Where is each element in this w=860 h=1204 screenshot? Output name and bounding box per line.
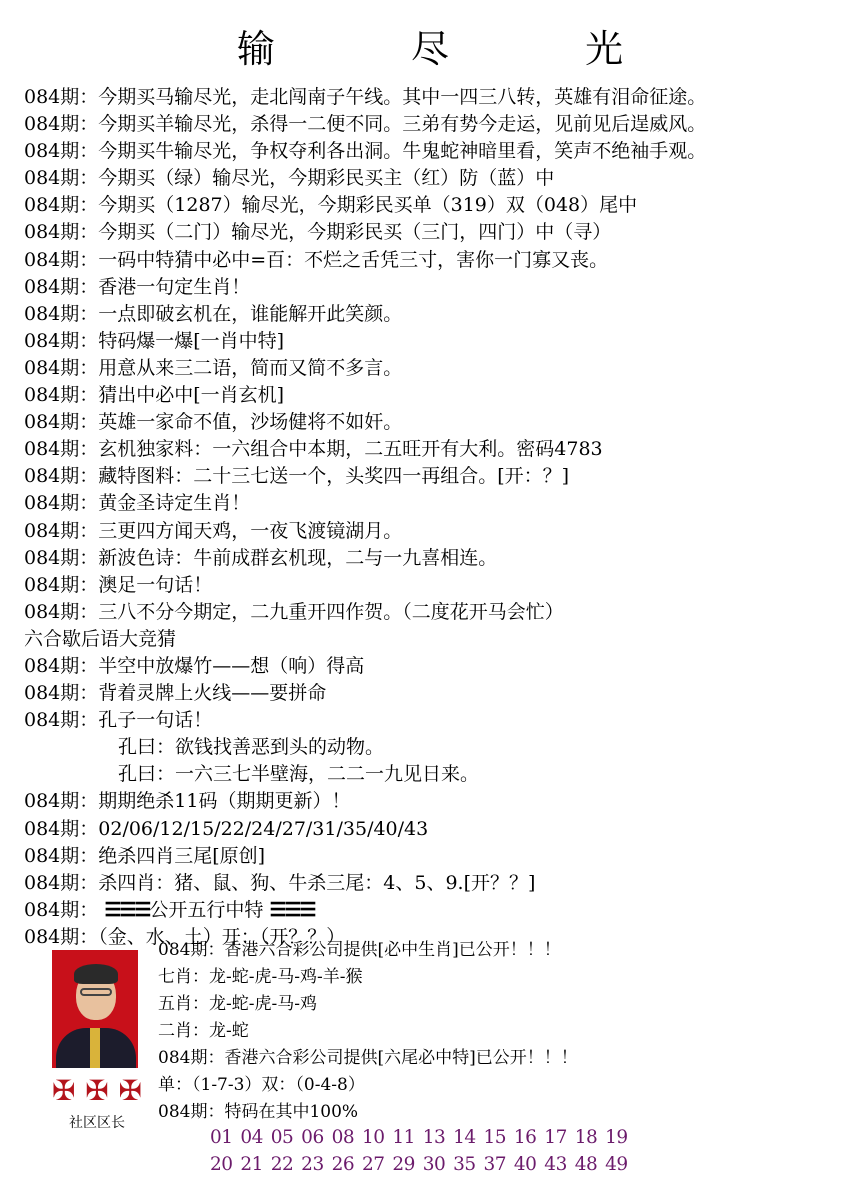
bars-left-icon: ☰☰☰ [104, 898, 150, 921]
confucius-quote-2: 孔曰：一六三七半壁海，二二一九见日来。 [118, 763, 480, 786]
number-cell: 05 [270, 1127, 294, 1148]
announce-line-4: 二肖：龙-蛇 [158, 1021, 249, 1041]
line-16: 084期：黄金圣诗定生肖！ [24, 492, 251, 515]
number-cell: 06 [301, 1127, 324, 1148]
profile-block [52, 950, 142, 1132]
section-heading: 六合歇后语大竞猜 [24, 627, 177, 650]
number-cell: 18 [574, 1127, 598, 1148]
line-17: 084期：三更四方闻天鸡，一夜飞渡镜湖月。 [24, 519, 403, 542]
number-cell: 15 [483, 1127, 507, 1148]
line-6: 084期：今期买（二门）输尽光，今期彩民买（三门，四门）中（寻） [24, 221, 612, 244]
line-28: 084期：02/06/12/15/22/24/27/31/35/40/43 [24, 817, 429, 840]
line-2: 084期：今期买羊输尽光，杀得一二便不同。三弟有势今走运，见前见后逞威风。 [24, 113, 707, 136]
announce-line-1: 084期：香港六合彩公司提供[必中生肖]已公开！！！ [158, 940, 561, 960]
line-11: 084期：用意从来三二语，简而又简不多言。 [24, 356, 403, 379]
number-cell: 26 [331, 1154, 355, 1175]
line-30: 084期：杀四肖：猪、鼠、狗、牛杀三尾：4、5、9.[开？？] [24, 871, 536, 894]
number-cell: 29 [392, 1154, 415, 1175]
line-24: 084期：孔子一句话！ [24, 709, 213, 732]
number-cell: 49 [605, 1154, 628, 1175]
line-23: 084期：背着灵牌上火线——要拼命 [24, 682, 327, 705]
number-cell: 16 [513, 1127, 537, 1148]
announcement-box [158, 937, 848, 1126]
number-cell: 27 [361, 1154, 385, 1175]
line-18: 084期：新波色诗：牛前成群玄机现，二与一九喜相连。 [24, 546, 498, 569]
number-cell: 20 [210, 1154, 233, 1175]
number-cell: 10 [361, 1127, 385, 1148]
medals [52, 1072, 142, 1110]
wuxing-text: 公开五行中特 [149, 898, 264, 921]
number-cell: 40 [513, 1154, 537, 1175]
number-cell: 30 [422, 1154, 446, 1175]
number-cell: 17 [544, 1127, 567, 1148]
number-cell: 13 [422, 1127, 446, 1148]
line-8: 084期：香港一句定生肖！ [24, 275, 251, 298]
profile-caption: 社区区长 [69, 1115, 125, 1131]
line-3: 084期：今期买牛输尽光，争权夺利各出洞。牛鬼蛇神暗里看，笑声不绝袖手观。 [24, 140, 707, 163]
number-cell: 01 [210, 1127, 233, 1148]
announce-line-5: 084期：香港六合彩公司提供[六尾必中特]已公开！！！ [158, 1048, 578, 1068]
announce-line-3: 五肖：龙-蛇-虎-马-鸡 [158, 994, 317, 1014]
number-cell: 14 [453, 1127, 476, 1148]
line-15: 084期：藏特图料：二十三七送一个，头奖四一再组合。[开：？] [24, 465, 570, 488]
announce-line-7: 084期：特码在其中100% [158, 1102, 359, 1122]
line-14: 084期：玄机独家料：一六组合中本期，二五旺开有大利。密码4783 [24, 438, 603, 461]
line-20: 084期：三八不分今期定，二九重开四作贺。（二度花开马会忙） [24, 600, 564, 623]
number-row-1 [210, 1124, 850, 1151]
wuxing-line [24, 897, 844, 924]
line-10: 084期：特码爆一爆[一肖中特] [24, 329, 285, 352]
number-cell: 21 [240, 1154, 263, 1175]
last-line: 084期：（金、水、土）开：（开？？） [24, 925, 346, 948]
line-19: 084期：澳足一句话！ [24, 573, 213, 596]
number-row-2 [210, 1151, 850, 1178]
line-5: 084期：今期买（1287）输尽光，今期彩民买单（319）双（048）尾中 [24, 194, 638, 217]
number-cell: 22 [270, 1154, 294, 1175]
number-cell: 11 [392, 1127, 415, 1148]
wuxing-prefix: 084期： [24, 898, 99, 921]
line-1: 084期：今期买马输尽光，走北闯南子午线。其中一四三八转，英雄有泪命征途。 [24, 86, 707, 108]
number-cell: 08 [331, 1127, 355, 1148]
medal-icon: ✠ [118, 1074, 142, 1107]
line-29: 084期：绝杀四肖三尾[原创] [24, 844, 266, 867]
bars-right-icon: ☰☰☰ [269, 898, 315, 921]
avatar [52, 950, 138, 1068]
line-9: 084期：一点即破玄机在，谁能解开此笑颜。 [24, 302, 403, 325]
line-27: 084期：期期绝杀11码（期期更新）！ [24, 790, 351, 813]
line-4: 084期：今期买（绿）输尽光，今期彩民买主（红）防（蓝）中 [24, 167, 555, 190]
number-cell: 04 [240, 1127, 263, 1148]
number-cell: 19 [605, 1127, 628, 1148]
prediction-lines [24, 84, 844, 951]
announce-line-6: 单：（1-7-3）双：（0-4-8） [158, 1075, 365, 1095]
medal-icon: ✠ [52, 1074, 76, 1107]
line-7: 084期：一码中特猜中必中=百：不烂之舌凭三寸，害你一门寡又丧。 [24, 248, 609, 271]
page-title: 输 尽 光 [236, 27, 686, 71]
announce-line-2: 七肖：龙-蛇-虎-马-鸡-羊-猴 [158, 967, 363, 987]
number-cell: 35 [453, 1154, 476, 1175]
confucius-quote-1: 孔曰：欲钱找善恶到头的动物。 [118, 736, 385, 759]
number-cell: 43 [544, 1154, 567, 1175]
line-13: 084期：英雄一家命不值，沙场健将不如奸。 [24, 411, 403, 434]
medal-icon: ✠ [85, 1074, 109, 1107]
line-22: 084期：半空中放爆竹——想（响）得高 [24, 654, 365, 677]
number-cell: 23 [301, 1154, 324, 1175]
number-cell: 37 [483, 1154, 507, 1175]
line-12: 084期：猜出中必中[一肖玄机] [24, 384, 285, 407]
number-cell: 48 [574, 1154, 598, 1175]
number-grid [210, 1124, 850, 1178]
